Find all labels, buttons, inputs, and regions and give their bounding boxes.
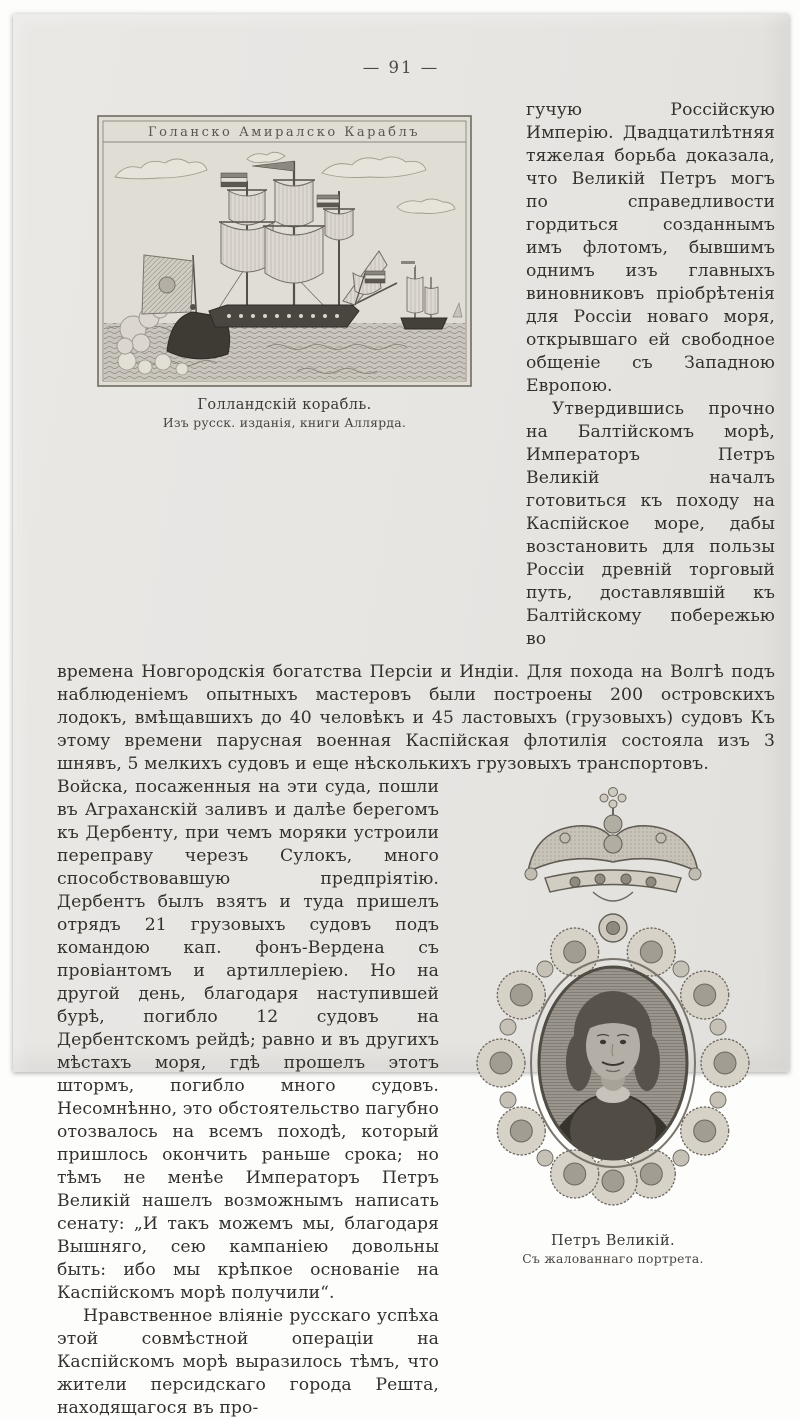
bottom-section [57,776,775,1420]
paragraph-continuation: Войска, посаженныя на эти суда, пошли въ Аграханскій заливъ и далѣе берегомъ къ Дербенту, при чемъ моряки устроили переправу черезъ Сулокъ, много способствовавшую предпріятію. Дербентъ былъ взятъ и туда пришелъ отрядъ 21 грузовыхъ судовъ подъ командою кап. фонъ-Вердена съ провіантомъ и артиллеріею. Но на другой день, благодаря наступившей бурѣ, погибло 12 судовъ на Дербентскомъ рейдѣ; равно и въ другихъ мѣстахъ моря, гдѣ прошелъ этотъ штормъ, погибло много судовъ. Несомнѣнно, это обстоятельство пагубно отозвалось на всемъ походѣ, который пришлось окончить раньше срока; но тѣмъ не менѣе Императоръ Петръ Великій нашелъ возможнымъ написать сенату: „И такъ можемъ мы, благодаря Вышняго, сею кампаніею довольны быть: ибо мы крѣпкое основаніе на Каспійскомъ морѣ получили“. [57,777,439,1303]
portrait-caption-source: Съ жалованнаго портрета. [522,1252,704,1266]
page-number: — 91 — [362,58,440,77]
full-width-text [57,661,775,776]
ship-figure [97,115,472,430]
portrait-caption-title: Петръ Великій. [550,1233,676,1249]
portrait-figure [451,776,775,1266]
ship-caption-source: Изъ русск. изданія, книги Аллярда. [162,416,407,430]
paragraph: Нравственное вліяніе русскаго успѣха этой совмѣстной операціи на Каспійскомъ морѣ выразилось тѣмъ, что жители персидскаго города Решта, находящагося въ про- [57,1306,439,1418]
sea [104,323,465,381]
ship-engraving-title: Голанско Амиралско Караблъ [147,125,421,140]
paragraph-continuation: времена Новгородскія богатства Персіи и Индіи. Для похода на Волгѣ подъ наблюденіемъ опытныхъ мастеровъ были построены 200 островскихъ лодокъ, вмѣщавшихъ до 40 человѣкъ и 45 ластовыхъ (грузовыхъ) судовъ Къ этому времени парусная военная Каспійская флотилія состояла изъ 3 шнявъ, 5 мелкихъ судовъ и еще нѣсколькихъ грузовыхъ транспортовъ. [57,662,775,774]
ship-engraving-icon [97,115,472,387]
book-page [13,14,789,1418]
portrait-engraving-icon [453,778,773,1223]
page-content [13,99,789,1420]
paragraph-continuation: гучую Россійскую Имперію. Двадцатилѣтняя тяжелая борьба доказала, что Великій Петръ могъ по справедливости гордиться созданнымъ имъ флотомъ, бывшимъ однимъ изъ главныхъ виновниковъ пріобрѣтенія для Россіи новаго моря, открывшаго ей свободное общеніе съ Западною Европою. [526,100,775,396]
top-section [57,99,775,651]
paragraph: Утвердившись прочно на Балтійскомъ морѣ, Императоръ Петръ Великій началъ готовиться къ походу на Каспійское море, дабы возстановить для пользы Россіи древній торговый путь, доставлявшій къ Балтійскому побережью во [526,399,775,649]
left-text-column [57,776,439,1420]
ship-caption-title: Голландскій корабль. [197,397,372,413]
right-text-column [526,99,775,651]
crown-ornament [525,788,701,902]
